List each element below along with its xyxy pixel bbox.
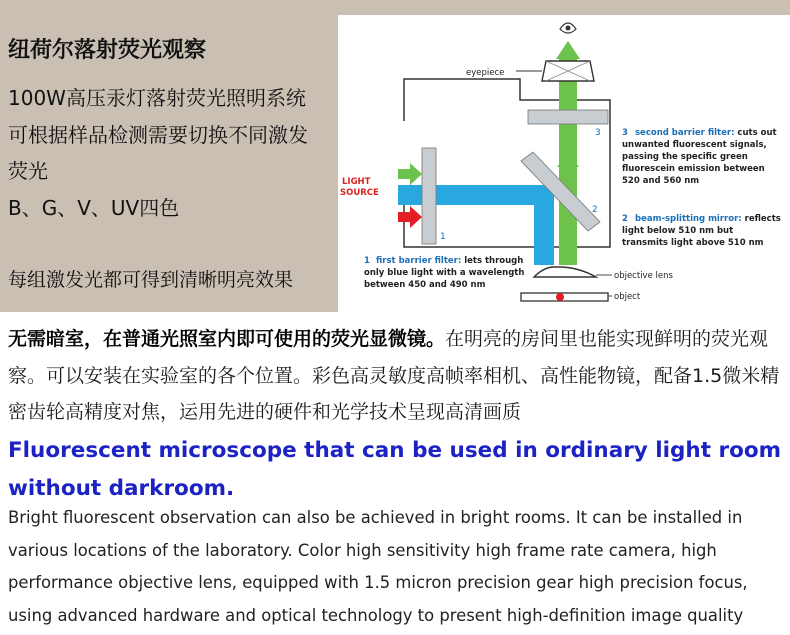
annotation-text: unwanted fluorescent signals, [622,140,767,150]
annotation-title: first barrier filter: [376,256,462,266]
feature-line: 100W高压汞灯落射荧光照明系统 [8,86,306,110]
top-section [0,0,790,312]
annotation-text: transmits light above 510 nm [622,238,764,248]
feature-line: 荧光 [8,159,48,183]
light-source-label: LIGHT [342,177,371,187]
light-source-arrows [398,163,422,228]
annotation-text: 520 and 560 nm [622,176,700,186]
specimen-stage [521,293,608,301]
annotation-text: between 450 and 490 nm [364,280,486,290]
panel-title: 纽荷尔落射荧光观察 [8,38,207,63]
red-arrow-shaft [398,212,410,222]
green-arrow-head [410,163,422,185]
fluorescence-diagram [338,15,790,312]
first-barrier-annotation [364,256,524,290]
marker-1: 1 [440,232,446,242]
annotation-number: 3 [622,128,628,138]
annotation-text: cuts out [734,128,777,138]
left-info-panel [0,0,338,312]
annotation-number: 1 [364,256,370,266]
green-arrow-shaft [398,169,410,179]
eyepiece-label: eyepiece [466,68,505,78]
object-dot [556,293,564,301]
feature-line: 可根据样品检测需要切换不同激发 [8,123,308,147]
feature-line: 每组激发光都可得到清晰明亮效果 [8,269,294,291]
marker-2: 2 [592,205,598,215]
annotation-title: beam-splitting mirror: [635,214,742,224]
light-source-label: SOURCE [340,188,379,198]
blue-arrow-shaft [398,190,410,200]
en-description: Bright fluorescent observation can also be achieved in bright rooms. It can be installed in various locations of the laboratory. Color high sensitivity high frame rate camera, high performance objective lens, equipped with 1.5 micron precision gear high precision focus, using advanced hardware and optical technology to present high-definition image quality [8,508,748,625]
mirror-annotation [622,214,781,248]
annotation-text: only blue light with a wavelength [364,268,525,278]
en-heading: Fluorescent microscope that can be used in ordinary light room without darkroom. [8,432,788,508]
annotation-text: lets through [461,256,524,266]
annotation-line [635,214,781,224]
cn-bold-lead: 无需暗室，在普通光照室内即可使用的荧光显微镜。 [8,328,446,350]
annotation-number: 2 [622,214,628,224]
annotation-text: reflects [741,214,781,224]
object-label: object [614,292,641,302]
cn-description-text: 在明亮的房间里也能实现鲜明的荧光观察。可以安装在实验室的各个位置。彩色高灵敏度高帧率相机、高性能物镜，配备1.5微米精密齿轮高精度对焦，运用先进的硬件和光学技术呈现高清画质 [8,328,780,423]
objective-lens [534,267,596,277]
first-barrier-filter [422,148,436,244]
second-barrier-annotation [622,128,777,186]
objective-lens-label: objective lens [614,271,673,281]
annotation-text: fluorescein emission between [622,164,765,174]
cn-description [8,321,788,431]
diagram-svg [338,15,790,312]
eye-pupil [566,26,571,31]
feature-line: B、G、V、UV四色 [8,196,180,220]
annotation-line [376,256,523,266]
annotation-text: passing the specific green [622,152,748,162]
second-barrier-filter [528,110,608,124]
emission-arrow-top [556,41,580,59]
annotation-text: light below 510 nm but [622,226,734,236]
red-arrow-head [410,206,422,228]
marker-3: 3 [595,128,601,138]
annotation-title: second barrier filter: [635,128,735,138]
annotation-line [635,128,777,138]
